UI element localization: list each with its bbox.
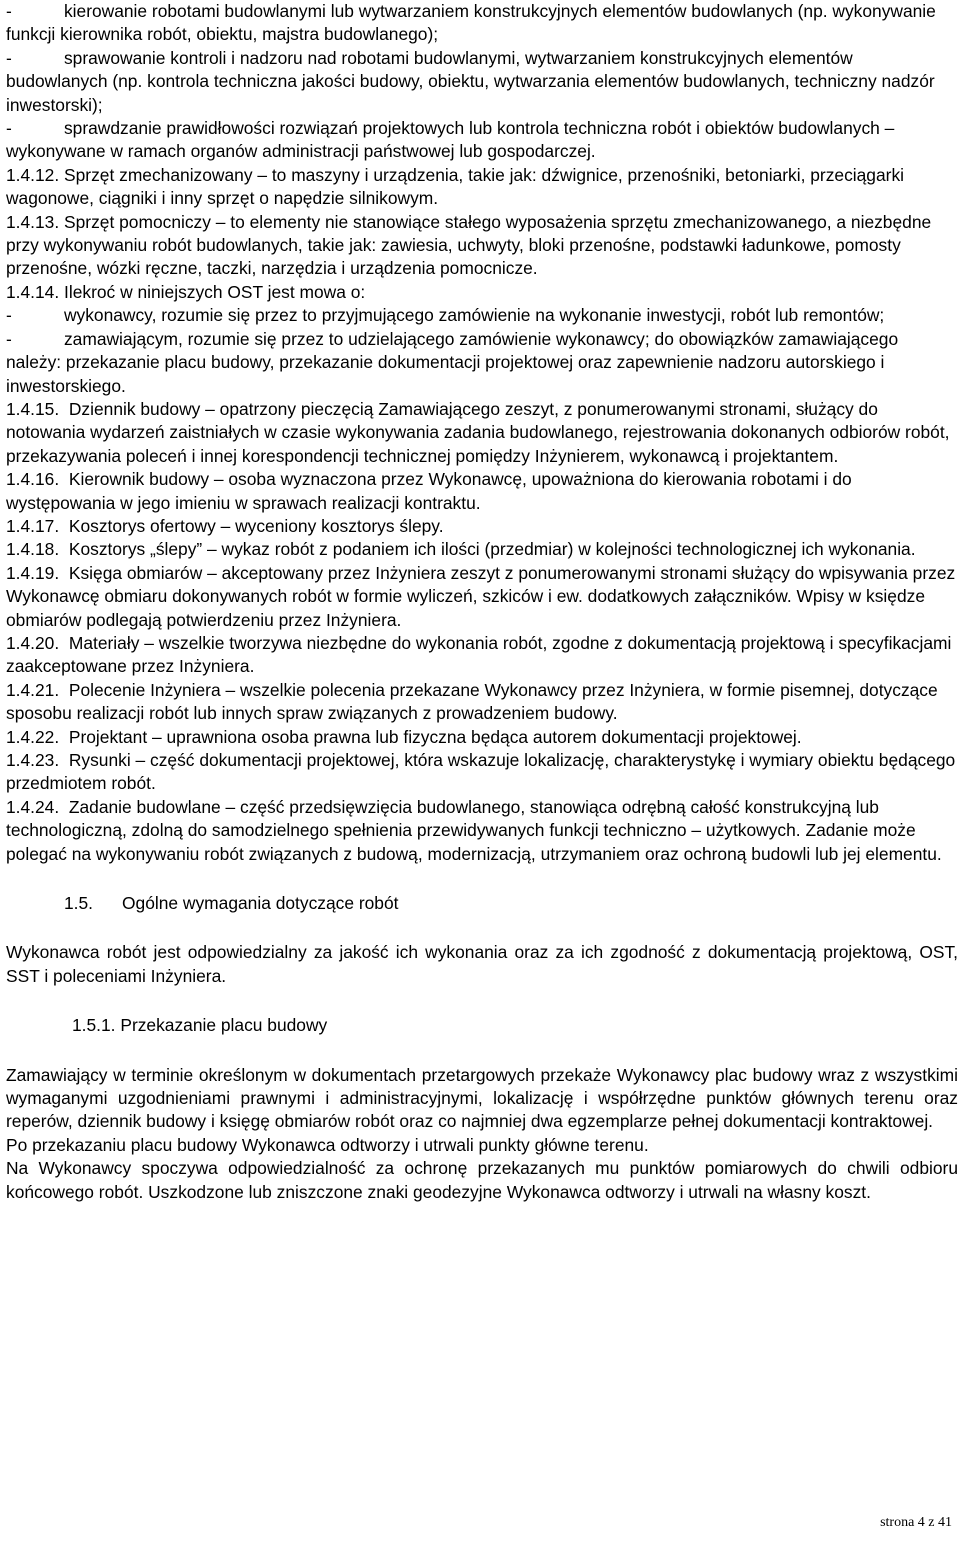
definition-1-4-12 bbox=[6, 164, 958, 211]
paragraph: Zamawiający w terminie określonym w dokumentach przetargowych przekaże Wykonawcy plac budowy wraz z wszystkimi wymaganymi uzgodnieniami prawnymi i administracyjnymi, lokalizację i współrzędne punktów głównych terenu oraz reperów, dziennik budowy i księgę obmiarów robót oraz co najmniej dwa egzemplarze pełnej dokumentacji kontraktowej. bbox=[6, 1064, 958, 1132]
definition-text: Materiały – wszelkie tworzywa niezbędne do wykonania robót, zgodne z dokumentacją projektową i specyfikacjami zaakceptowane przez Inżyniera. bbox=[6, 632, 952, 677]
definition-1-4-19 bbox=[6, 562, 958, 632]
definition-text: Kierownik budowy – osoba wyznaczona przez Wykonawcę, upoważniona do kierowania robotami i do występowania w jego imieniu w sprawach realizacji kontraktu. bbox=[6, 469, 852, 513]
paragraph: Po przekazaniu placu budowy Wykonawca odtworzy i utrwali punkty główne terenu. bbox=[6, 1134, 649, 1155]
definition-1-4-16 bbox=[6, 468, 958, 515]
definition-text: Sprzęt zmechanizowany – to maszyny i urządzenia, takie jak: dźwignice, przenośniki, betoniarki, przeciągarki wagonowe, ciągniki i inny sprzęt o napędzie silnikowym. bbox=[6, 164, 905, 209]
definition-number: 1.4.19. bbox=[6, 562, 60, 583]
definition-1-4-20 bbox=[6, 632, 958, 679]
definition-number: 1.4.16. bbox=[6, 469, 60, 490]
definition-text: Ilekroć w niniejszych OST jest mowa o: bbox=[64, 281, 366, 302]
definition-1-4-21 bbox=[6, 679, 958, 726]
definition-number: 1.4.23. bbox=[6, 750, 60, 770]
definition-number: 1.4.20. bbox=[6, 632, 60, 653]
definition-text: Zadanie budowlane – część przedsięwzięcia budowlanego, stanowiąca odrębną całość konstrukcyjną lub technologiczną, zdolną do samodzielnego spełnienia przewidywanych funkcji techniczno – użytkowych. Zadanie może polegać na wykonywaniu robót związanych z budową, modernizacją, utrzymaniem oraz ochroną budowli lub jej elementu. bbox=[6, 796, 942, 864]
definition-text: Rysunki – część dokumentacji projektowej, która wskazuje lokalizację, charakterystykę i wymiary obiektu będącego przedmiotem robót. bbox=[6, 750, 956, 794]
definition-number: 1.4.15. bbox=[6, 398, 60, 419]
definition-text: Dziennik budowy – opatrzony pieczęcią Zamawiającego zeszyt, z ponumerowanymi stronami, służący do notowania wydarzeń zaistniałych w czasie wykonywania zadania budowlanego, rejestrowania dokonanych odbiorów robót, przekazywania poleceń i innej korespondencji technicznej pomiędzy Inżynierem, wykonawcą i projektantem. bbox=[6, 398, 950, 466]
list-item: - kierowanie robotami budowlanymi lub wytwarzaniem konstrukcyjnych elementów budowlanych (np. wykonywanie funkcji kierownika robót, obiektu, majstra budowlanego); bbox=[6, 1, 936, 45]
definition-text: Księga obmiarów – akceptowany przez Inżyniera zeszyt z ponumerowanymi stronami służący do wpisywania przez Wykonawcę obmiaru dokonywanych robót w formie wyliczeń, szkiców i ew. dodatkowych załączników. Wpisy w księdze obmiarów podlegają potwierdzeniu przez Inżyniera. bbox=[6, 562, 956, 630]
definition-text: Polecenie Inżyniera – wszelkie polecenia przekazane Wykonawcy przez Inżyniera, w formie pisemnej, dotyczące sposobu realizacji robót lub innych spraw związanych z prowadzeniem budowy. bbox=[6, 679, 938, 724]
page-number: strona 4 z 41 bbox=[880, 1515, 952, 1530]
definition-1-4-13 bbox=[6, 211, 958, 281]
definition-1-4-18 bbox=[6, 538, 958, 561]
section-title: Ogólne wymagania dotyczące robót bbox=[122, 893, 399, 914]
definition-1-4-15 bbox=[6, 398, 958, 468]
list-item: - wykonawcy, rozumie się przez to przyjmującego zamówienie na wykonanie inwestycji, robót lub remontów; bbox=[6, 305, 885, 326]
definition-number: 1.4.21. bbox=[6, 679, 60, 700]
paragraph: Na Wykonawcy spoczywa odpowiedzialność za ochronę przekazanych mu punktów pomiarowych do chwili odbioru końcowego robót. Uszkodzone lub zniszczone znaki geodezyjne Wykonawca odtworzy i utrwali na własny koszt. bbox=[6, 1158, 958, 1202]
definition-text: Kosztorys ofertowy – wyceniony kosztorys ślepy. bbox=[68, 515, 444, 536]
definition-1-4-22 bbox=[6, 726, 958, 749]
definition-1-4-23 bbox=[6, 749, 958, 796]
definition-number: 1.4.22. bbox=[6, 726, 60, 747]
definition-number: 1.4.14. bbox=[6, 281, 60, 302]
definition-number: 1.4.18. bbox=[6, 539, 60, 560]
definition-number: 1.4.13. bbox=[6, 211, 60, 232]
definition-1-4-17 bbox=[6, 515, 958, 538]
section-number: 1.5. bbox=[64, 893, 94, 914]
definition-number: 1.4.24. bbox=[6, 796, 60, 817]
list-item: - sprawdzanie prawidłowości rozwiązań projektowych lub kontrola techniczna robót i obiektów budowlanych – wykonywane w ramach organów administracji państwowej lub gospodarczej. bbox=[6, 118, 895, 162]
section-heading-1-5 bbox=[6, 892, 958, 915]
definition-number: 1.4.17. bbox=[6, 515, 60, 536]
definition-1-4-24 bbox=[6, 796, 958, 866]
definition-1-4-14 bbox=[6, 281, 958, 304]
definition-number: 1.4.12. bbox=[6, 164, 60, 185]
definition-text: Kosztorys „ślepy” – wykaz robót z podaniem ich ilości (przedmiar) w kolejności technologicznej ich wykonania. bbox=[68, 539, 916, 560]
list-item: - zamawiającym, rozumie się przez to udzielającego zamówienie wykonawcy; do obowiązków zamawiającego należy: przekazanie placu budowy, przekazanie dokumentacji projektowej oraz zapewnienie nadzoru autorskiego i inwestorskiego. bbox=[6, 328, 899, 396]
definition-text: Sprzęt pomocniczy – to elementy nie stanowiące stałego wyposażenia sprzętu zmechanizowanego, a niezbędne przy wykonywaniu robót budowlanych, takie jak: zawiesia, uchwyty, bloki przenośne, podstawki ładunkowe, pomosty przenośne, wózki ręczne, taczki, narzędzia i urządzenia pomocnicze. bbox=[6, 211, 932, 279]
section-heading-1-5-1: 1.5.1. Przekazanie placu budowy bbox=[72, 1015, 328, 1036]
definition-text: Projektant – uprawniona osoba prawna lub fizyczna będąca autorem dokumentacji projektowej. bbox=[68, 726, 802, 747]
list-item: - sprawowanie kontroli i nadzoru nad robotami budowlanymi, wytwarzaniem konstrukcyjnych elementów budowlanych (np. kontrola techniczna jakości budowy, obiektu, wytwarzania elementów budowlanych, techniczny nadzór inwestorski); bbox=[6, 47, 935, 115]
paragraph: Wykonawca robót jest odpowiedzialny za jakość ich wykonania oraz za ich zgodność z dokumentacją projektową, OST, SST i poleceniami Inżyniera. bbox=[6, 942, 958, 986]
document-page bbox=[6, 0, 958, 1204]
